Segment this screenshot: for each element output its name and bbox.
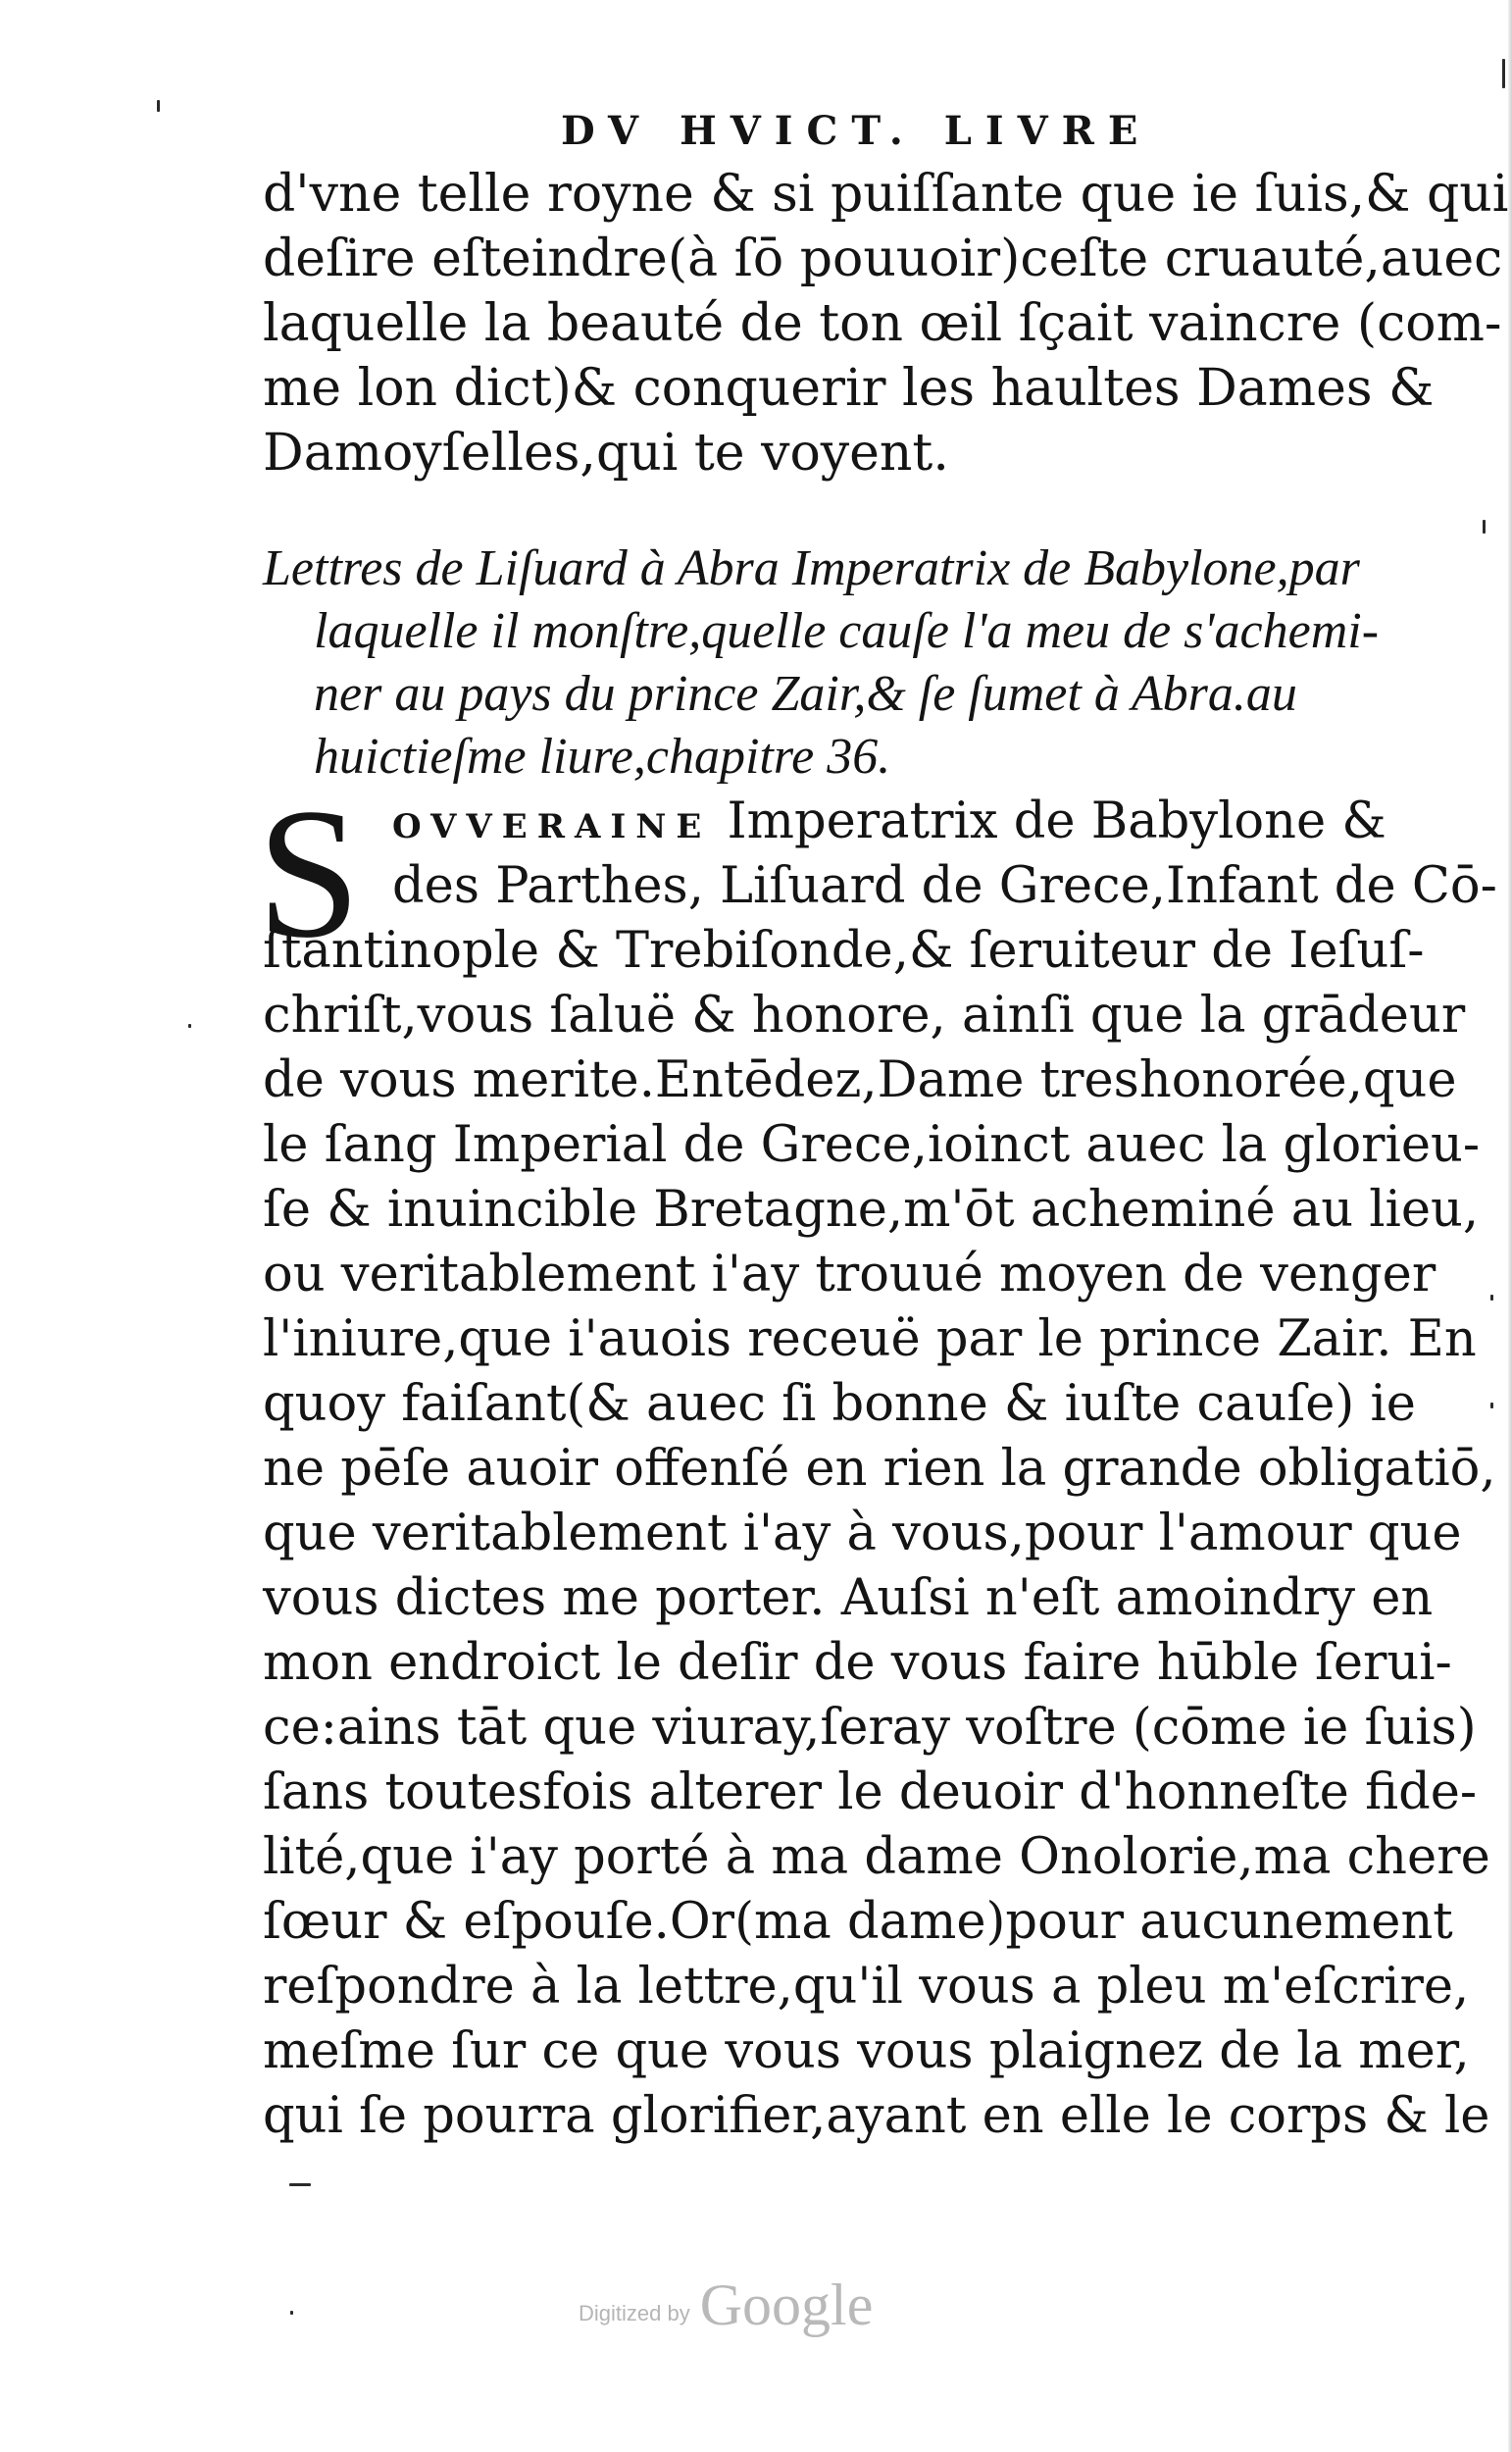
digitized-by-label: Digitized by [579, 2301, 690, 2325]
text-line: l'iniure,que i'auois receuë par le prince Zair. En [263, 1310, 1477, 1368]
scan-speck [289, 2183, 311, 2186]
text-line: reſpondre à la lettre,qu'il vous a pleu m'eſcrire, [263, 1958, 1470, 2016]
scan-speck [1502, 59, 1505, 88]
text-line: d'vne telle royne & si puiſſante que ie ſuis,& qui [263, 165, 1509, 224]
small-caps-word: OVVERAINE [392, 807, 712, 846]
rubric-line: laquelle il monſtre,quelle cauſe l'a meu de s'achemi- [314, 603, 1380, 659]
text-line [392, 792, 1386, 856]
google-wordmark: Google [699, 2273, 874, 2337]
text-line: Damoyſelles,qui te voyent. [263, 424, 949, 483]
scan-speck [188, 1024, 191, 1028]
text-line: mon endroict le deſir de vous faire hūble ſerui- [263, 1634, 1452, 1692]
text-line: qui ſe pourra glorifier,ayant en elle le corps & le [263, 2087, 1490, 2145]
text-line: ſtantinople & Trebiſonde,& ſeruiteur de Ieſuſ- [263, 922, 1425, 980]
text-line: que veritablement i'ay à vous,pour l'amour que [263, 1505, 1462, 1562]
text-fragment: Imperatrix de Babylone & [727, 792, 1386, 850]
scan-speck [290, 2311, 293, 2315]
text-line: de vous merite.Entēdez,Dame treshonorée,que [263, 1051, 1457, 1109]
rubric-line: Lettres de Liſuard à Abra Imperatrix de Babylone,par [263, 540, 1360, 596]
text-line: ne pēſe auoir offenſé en rien la grande obligatiō, [263, 1440, 1496, 1498]
text-line: le ſang Imperial de Grece,ioinct auec la glorieu- [263, 1116, 1481, 1174]
text-line: quoy faiſant(& auec ſi bonne & iuſte cauſe) ie [263, 1375, 1416, 1433]
text-line: lité,que i'ay porté à ma dame Onolorie,ma chere [263, 1828, 1490, 1886]
page-edge-shadow [1508, 0, 1512, 2452]
text-line: des Parthes, Liſuard de Grece,Infant de Cō- [392, 857, 1497, 915]
rubric-line: huictieſme liure,chapitre 36. [314, 729, 891, 785]
rubric-line: ner au pays du prince Zair,& ſe ſumet à Abra.au [314, 666, 1297, 722]
text-line: ſe & inuincible Bretagne,m'ōt acheminé au lieu, [263, 1181, 1480, 1239]
text-line: ou veritablement i'ay trouué moyen de venger [263, 1246, 1436, 1303]
text-line: vous dictes me porter. Auſsi n'eſt amoindry en [263, 1569, 1434, 1627]
text-line: meſme ſur ce que vous vous plaignez de la mer, [263, 2022, 1470, 2080]
drop-cap-letter: S [257, 771, 361, 977]
running-header: DV HVICT. LIVRE [561, 108, 1152, 154]
text-line: ſœur & eſpouſe.Or(ma dame)pour aucunement [263, 1893, 1453, 1951]
text-line: deſire eſteindre(à ſō pouuoir)ceſte cruauté,auec [263, 230, 1503, 288]
text-line: ſans toutesfois alterer le deuoir d'honneſte fide- [263, 1763, 1478, 1821]
text-line: ce:ains tāt que viuray,ſeray voſtre (cōme ie ſuis) [263, 1699, 1477, 1757]
scan-speck [1483, 520, 1486, 534]
scan-speck [1490, 1295, 1493, 1301]
digitized-by-watermark [579, 2266, 951, 2337]
text-line: chriſt,vous ſaluë & honore, ainſi que la grādeur [263, 987, 1466, 1045]
scan-speck [1490, 1403, 1493, 1408]
scan-speck [157, 100, 160, 112]
text-line: laquelle la beauté de ton œil ſçait vaincre (com- [263, 294, 1502, 353]
text-line: me lon dict)& conquerir les haultes Dames & [263, 359, 1435, 418]
